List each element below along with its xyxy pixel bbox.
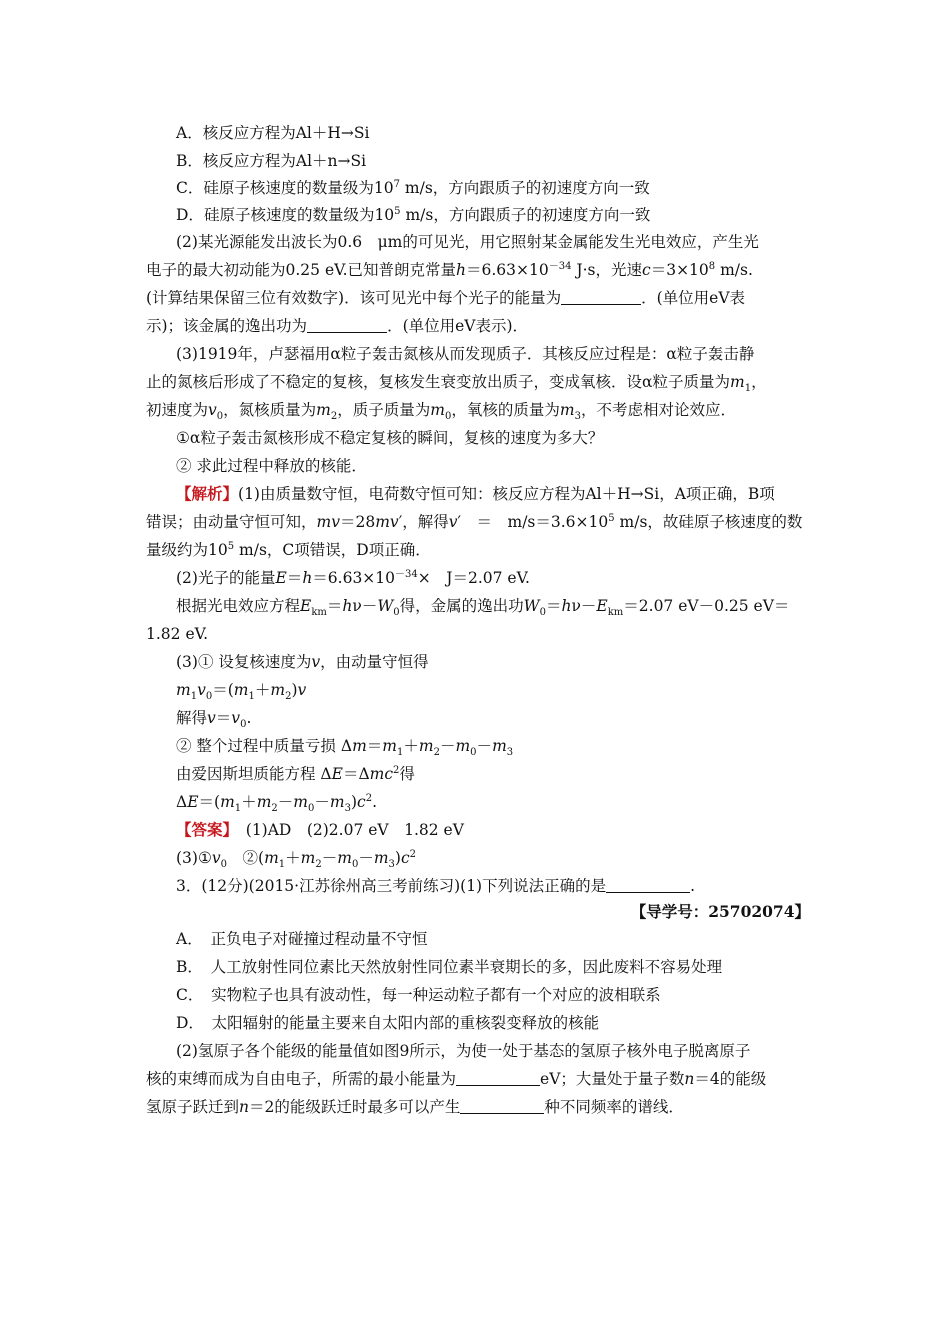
analysis-line9: 解得$v=v_0$.	[176, 709, 252, 731]
option-c: C．硅原子核速度的数量级为$10^7$ m/s，方向跟质子的初速度方向一致	[176, 178, 650, 197]
q3-option-a: A． 正负电子对碰撞过程动量不守恒	[176, 930, 428, 948]
q2-part2-line2: 电子的最大初动能为0.25 eV.已知普朗克常量$h=6.63\times 10^{-34}$ J·s，光速$c=3\times 10^8$ m/s.	[146, 260, 753, 279]
answer-blank[interactable]	[307, 318, 387, 333]
answer-tag: 【答案】	[176, 820, 231, 839]
q3-stem: 3．(12分)(2015·江苏徐州高三考前练习)(1)下列说法正确的是 .	[176, 877, 696, 895]
q3-part2-line3: 氢原子跃迁到n＝2的能级跃迁时最多可以产生 种不同频率的谱线．	[146, 1098, 684, 1116]
guide-number: 【导学号：25702074】	[630, 902, 810, 921]
q2-part2-line1: (2)某光源能发出波长为0.6 μm的可见光，用它照射某金属能发生光电效应，产生光	[176, 233, 759, 251]
q2-part2-line4: 示)；该金属的逸出功为 ．(单位用eV表示)．	[146, 317, 529, 335]
q2-part3-sub2: ② 求此过程中释放的核能．	[176, 457, 367, 475]
q3-option-d: D． 太阳辐射的能量主要来自太阳内部的重核裂变释放的核能	[176, 1014, 600, 1032]
q3-option-c: C． 实物粒子也具有波动性，每一种运动粒子都有一个对应的波相联系	[176, 986, 661, 1004]
analysis-line10: ② 整个过程中质量亏损 $\Delta m=m_1+m_2-m_0-m_3$	[176, 737, 514, 759]
analysis-line4: (2)光子的能量$E=h=6.63\times 10^{-34}\times$ J＝2.07 eV.	[176, 568, 530, 587]
q2-part3-line3: 初速度为$v_0$，氮核质量为$m_2$，质子质量为$m_0$，氧核的质量为$m_3$，不考虑相对论效应．	[146, 401, 736, 423]
q2-part3-line2: 止的氮核后形成了不稳定的复核，复核发生衰变放出质子，变成氧核．设α粒子质量为$m_1$，	[146, 373, 767, 395]
q2-part2-line3: (计算结果保留三位有效数字)．该可见光中每个光子的能量为 ．(单位用eV表	[146, 289, 746, 307]
analysis-line8: $m_1v_0=(m_1+m_2)v$	[176, 681, 307, 703]
analysis-line2: 错误；由动量守恒可知，mv＝28mv′，解得v′ ＝ $m/s=3.6\times 10^5$ m/s，故硅原子核速度的数	[146, 512, 803, 531]
answer-blank[interactable]	[456, 1071, 540, 1086]
analysis-line11: 由爱因斯坦质能方程 ΔE＝Δmc$^2$得	[176, 764, 415, 783]
analysis-line12: $\Delta E=(m_1+m_2-m_0-m_3)c^2$.	[176, 792, 378, 815]
q2-part3-line1: (3)1919年，卢瑟福用α粒子轰击氮核从而发现质子．其核反应过程是：α粒子轰击静	[176, 345, 755, 363]
analysis-tag: 【解析】	[176, 484, 239, 503]
answer-blank[interactable]	[561, 290, 641, 305]
answer-blank[interactable]	[606, 878, 690, 893]
answer-blank[interactable]	[460, 1099, 544, 1114]
q3-part2-line1: (2)氢原子各个能级的能量值如图9所示，为使一处于基态的氢原子核外电子脱离原子	[176, 1042, 751, 1060]
option-b: B．核反应方程为Al＋n→Si	[176, 152, 367, 170]
answer-line1: 【答案】 (1)AD (2)2.07 eV 1.82 eV	[176, 820, 464, 839]
analysis-line5: 根据光电效应方程$E_{km}=h\nu-W_0$得，金属的逸出功$W_0=h\nu-E_{km}=2.07$ eV－0.25 eV＝	[176, 597, 790, 619]
analysis-line6: 1.82 eV.	[146, 625, 209, 643]
analysis-line7: (3)① 设复核速度为v，由动量守恒得	[176, 653, 429, 671]
answer-line2: $(3)①v_0$ $②(m_1+m_2-m_0-m_3)c^2$	[176, 848, 417, 871]
analysis-line1: 【解析】(1)由质量数守恒，电荷数守恒可知：核反应方程为Al＋H→Si，A项正确，B项	[176, 484, 775, 503]
analysis-line3: 量级约为$10^5$ m/s，C项错误，D项正确．	[146, 540, 431, 559]
option-a: A．核反应方程为Al＋H→Si	[176, 124, 370, 142]
q3-option-b: B． 人工放射性同位素比天然放射性同位素半衰期长的多，因此废料不容易处理	[176, 958, 723, 976]
q3-part2-line2: 核的束缚而成为自由电子，所需的最小能量为 eV；大量处于量子数n＝4的能级	[146, 1070, 767, 1088]
option-d: D．硅原子核速度的数量级为$10^5$ m/s，方向跟质子的初速度方向一致	[176, 205, 651, 224]
q2-part3-sub1: ①α粒子轰击氮核形成不稳定复核的瞬间，复核的速度为多大？	[176, 429, 604, 447]
